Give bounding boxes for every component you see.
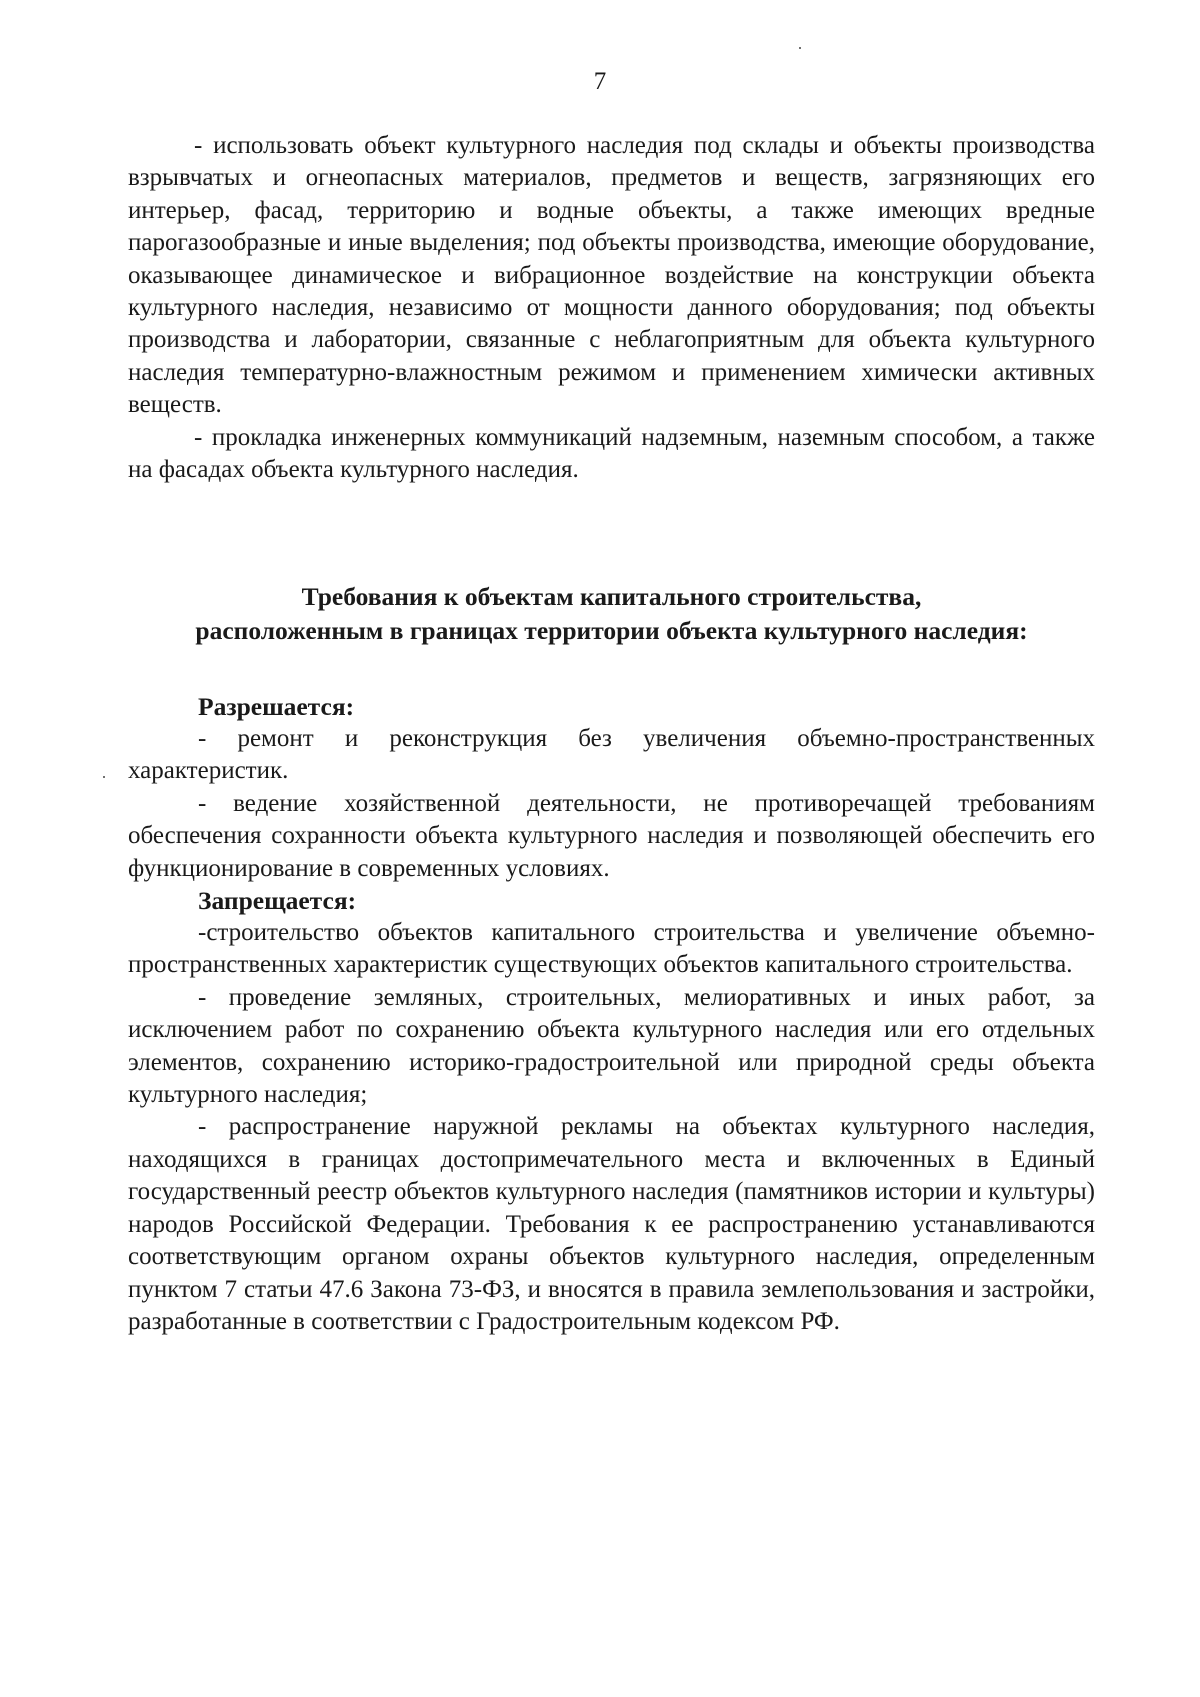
paragraph-prohibited-uses: - использовать объект культурного наследия под склады и объекты производства взрывчатых и огнеопасных материалов, предметов и веществ, загрязняющих его интерьер, фасад, территорию и водные объекты, а также имеющих вредные парогазообразные и иные выделения; под объекты производства, имеющие оборудование, оказывающее динамическое и вибрационное воздействие на конструкции объекта культурного наследия, независимо от мощности данного оборудования; под объекты производства и лаборатории, связанные с неблагоприятным для объекта культурного наследия температурно-влажностным режимом и применением химически активных веществ. — [128, 132, 1095, 419]
forbidden-item: - распространение наружной рекламы на объектах культурного наследия, находящихся в границах достопримечательного места и включенных в Единый государственный реестр объектов культурного наследия (памятников истории и культуры) народов Российской Федерации. Требования к ее распространению устанавливаются соответствующим органом охраны объектов культурного наследия, определенным пунктом 7 статьи 47.6 Закона 73-ФЗ, и вносятся в правила землепользования и застройки, разработанные в соответствии с Градостроительным кодексом РФ. — [128, 1113, 1095, 1335]
allowed-item: - ведение хозяйственной деятельности, не противоречащей требованиям обеспечения сохранности объекта культурного наследия и позволяющей обеспечить его функционирование в современных условиях. — [128, 789, 1095, 882]
top-text-block — [128, 130, 1095, 486]
allowed-label: Разрешается: — [198, 692, 355, 721]
section-heading-line-1: Требования к объектам капитального строительства, — [301, 582, 922, 611]
forbidden-item: - проведение земляных, строительных, мелиоративных и иных работ, за исключением работ по сохранению объекта культурного наследия или его отдельных элементов, сохранению историко-градостроительной или природной среды объекта культурного наследия; — [128, 983, 1095, 1109]
paragraph-utilities: - прокладка инженерных коммуникаций надземным, наземным способом, а также на фасадах объекта культурного наследия. — [128, 423, 1095, 484]
requirements-block — [128, 691, 1095, 1338]
forbidden-label: Запрещается: — [198, 886, 357, 916]
scan-speck — [103, 776, 105, 778]
section-heading-line-2: расположенным в границах территории объекта культурного наследия: — [195, 616, 1028, 645]
forbidden-item: -строительство объектов капитального строительства и увеличение объемно-пространственных характеристик существующих объектов капитального строительства. — [128, 919, 1095, 979]
section-heading — [128, 580, 1095, 648]
page-number: 7 — [593, 68, 607, 95]
scan-speck — [799, 47, 801, 49]
allowed-item: - ремонт и реконструкция без увеличения объемно-пространственных характеристик. — [128, 725, 1095, 785]
